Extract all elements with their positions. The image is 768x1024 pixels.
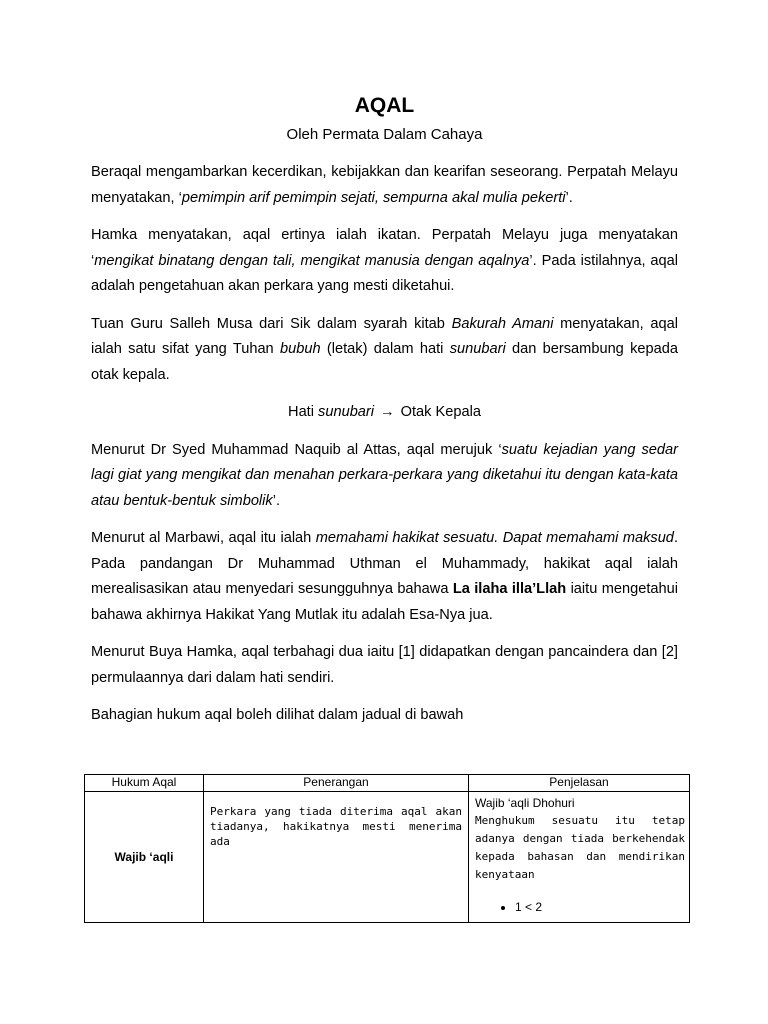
list-item: • 1 < 2 (515, 898, 685, 916)
penjelasan-body: Menghukum sesuatu itu tetap adanya dengan tiada berkehendak kepada bahasan dan mendirikan kenyataan (475, 814, 685, 881)
paragraph-marbawi: Menurut al Marbawi, aqal itu ialah memahami hakikat sesuatu. Dapat memahami maksud. Pada pandangan Dr Muhammad Uthman el Muhammady, hakikat aqal ialah merealisasikan atau menyedari sesungguhnya bahawa La ilaha illa’Llah iaitu mengetahui bahawa akhirnya Hakikat Yang Mutlak itu adalah Esa-Nya jua. (91, 530, 678, 623)
paragraph-naquib: Menurut Dr Syed Muhammad Naquib al Attas, aqal merujuk ‘suatu kejadian yang sedar lagi giat yang mengikat dan menahan perkara-perkara yang diketahui itu dengan kata-kata atau bentuk-bentuk simbolik’. (91, 441, 678, 509)
header-hukum-aqal: Hukum Aqal (85, 775, 204, 792)
cell-penerangan: Perkara yang tiada diterima aqal akan tiadanya, hakikatnya mesti menerima ada (204, 792, 469, 923)
arrow-right-icon: → (380, 404, 395, 420)
paragraph-salleh-musa: Tuan Guru Salleh Musa dari Sik dalam syarah kitab Bakurah Amani menyatakan, aqal ialah satu sifat yang Tuhan bubuh (letak) dalam hati sunubari dan bersambung kepada otak kepala. (91, 315, 678, 383)
table-header-row (85, 775, 690, 792)
document-subtitle: Oleh Permata Dalam Cahaya (286, 126, 483, 143)
document-page (91, 92, 678, 741)
penjelasan-bullets (475, 898, 685, 916)
paragraph-hamka: Hamka menyatakan, aqal ertinya ialah ikatan. Perpatah Melayu juga menyatakan ‘mengikat binatang dengan tali, mengikat manusia dengan aqalnya’. Pada istilahnya, aqal adalah pengetahuan akan perkara yang mesti diketahui. (91, 227, 679, 294)
paragraph-definition: Beraqal mengambarkan kecerdikan, kebijakkan dan kearifan seseorang. Perpatah Melayu menyatakan, ‘pemimpin arif pemimpin sejati, sempurna akal mulia pekerti’. (91, 164, 678, 206)
flow-line: Hati sunubari → Otak Kepala (91, 400, 678, 426)
document-title: AQAL (354, 94, 415, 117)
cell-penjelasan (469, 792, 690, 923)
penjelasan-title: Wajib ‘aqli Dhohuri (475, 796, 575, 810)
header-penjelasan: Penjelasan (469, 775, 690, 792)
hukum-aqal-table (84, 774, 690, 923)
cell-hukum: Wajib ‘aqli (85, 792, 204, 923)
paragraph-table-intro: Bahagian hukum aqal boleh dilihat dalam jadual di bawah (91, 707, 464, 723)
table-row (85, 792, 690, 923)
header-penerangan: Penerangan (204, 775, 469, 792)
paragraph-buya-hamka: Menurut Buya Hamka, aqal terbahagi dua iaitu [1] didapatkan dengan pancaindera dan [2] permulaannya dari dalam hati sendiri. (91, 644, 678, 686)
